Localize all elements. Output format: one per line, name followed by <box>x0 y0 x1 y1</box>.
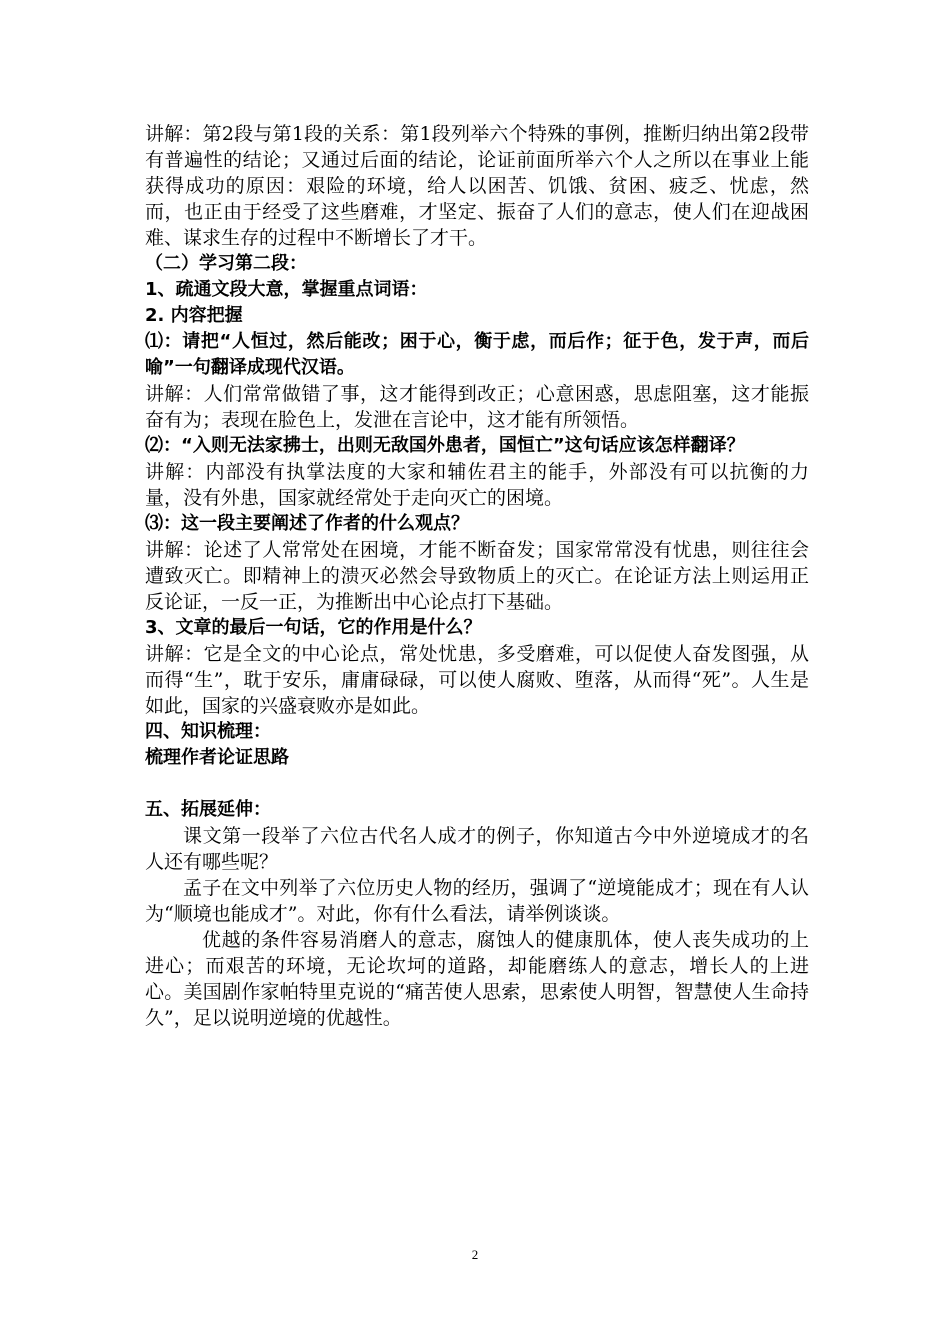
extension-question-1: 课文第一段举了六位古代名人成才的例子，你知道古今中外逆境成才的名人还有哪些呢？ <box>145 825 809 873</box>
answer-1: 讲解：人们常常做错了事，这才能得到改正；心意困惑，思虑阻塞，这才能振奋有为；表现在脸色上，发泄在言论中，这才能有所领悟。 <box>145 383 809 431</box>
blank-line <box>145 771 809 797</box>
document-body <box>145 121 809 1031</box>
heading-content: 2. 内容把握 <box>145 305 243 326</box>
section-heading-study-paragraph-2: （二）学习第二段： <box>145 253 307 274</box>
heading-last-sentence: 3、文章的最后一句话，它的作用是什么？ <box>145 617 482 638</box>
question-1: ⑴：请把“人恒过，然后能改；困于心，衡于虑，而后作；征于色，发于声，而后喻”一句翻译成现代汉语。 <box>145 331 809 378</box>
heading-vocabulary: 1、疏通文段大意，掌握重点词语： <box>145 279 428 300</box>
paragraph-explanation-1: 讲解：第2段与第1段的关系：第1段列举六个特殊的事例，推断归纳出第2段带有普遍性的结论；又通过后面的结论，论证前面所举六个人之所以在事业上能获得成功的原因：艰险的环境，给人以困苦、饥饿、贫困、疲乏、忧虑，然而，也正由于经受了这些磨难，才坚定、振奋了人们的意志，使人们在迎战困难、谋求生存的过程中不断增长了才干。 <box>145 123 809 249</box>
question-3: ⑶：这一段主要阐述了作者的什么观点？ <box>145 513 469 534</box>
answer-2: 讲解：内部没有执掌法度的大家和辅佐君主的能手，外部没有可以抗衡的力量，没有外患，国家就经常处于走向灭亡的困境。 <box>145 461 809 509</box>
question-2: ⑵：“入则无法家拂士，出则无敌国外患者，国恒亡”这句话应该怎样翻译？ <box>145 435 745 456</box>
page-number: 2 <box>471 1247 479 1262</box>
heading-argument-flow: 梳理作者论证思路 <box>145 747 289 768</box>
section-heading-extension: 五、拓展延伸： <box>145 799 271 820</box>
extension-answer: 优越的条件容易消磨人的意志，腐蚀人的健康肌体，使人丧失成功的上进心；而艰苦的环境，无论坎坷的道路，却能磨练人的意志，增长人的上进心。美国剧作家帕特里克说的“痛苦使人思索，思索使人明智，智慧使人生命持久”，足以说明逆境的优越性。 <box>145 929 809 1029</box>
extension-question-2: 孟子在文中列举了六位历史人物的经历，强调了“逆境能成才；现在有人认为“顺境也能成才”。对此，你有什么看法，请举例谈谈。 <box>145 877 809 925</box>
section-heading-knowledge: 四、知识梳理： <box>145 721 271 742</box>
answer-3: 讲解：论述了人常常处在困境，才能不断奋发；国家常常没有忧患，则往往会遭致灭亡。即精神上的溃灭必然会导致物质上的灭亡。在论证方法上则运用正反论证，一反一正，为推断出中心论点打下基础。 <box>145 539 809 613</box>
answer-last-sentence: 讲解：它是全文的中心论点，常处忧患，多受磨难，可以促使人奋发图强，从而得“生”，耽于安乐，庸庸碌碌，可以使人腐败、堕落，从而得“死”。人生是如此，国家的兴盛衰败亦是如此。 <box>145 643 809 717</box>
